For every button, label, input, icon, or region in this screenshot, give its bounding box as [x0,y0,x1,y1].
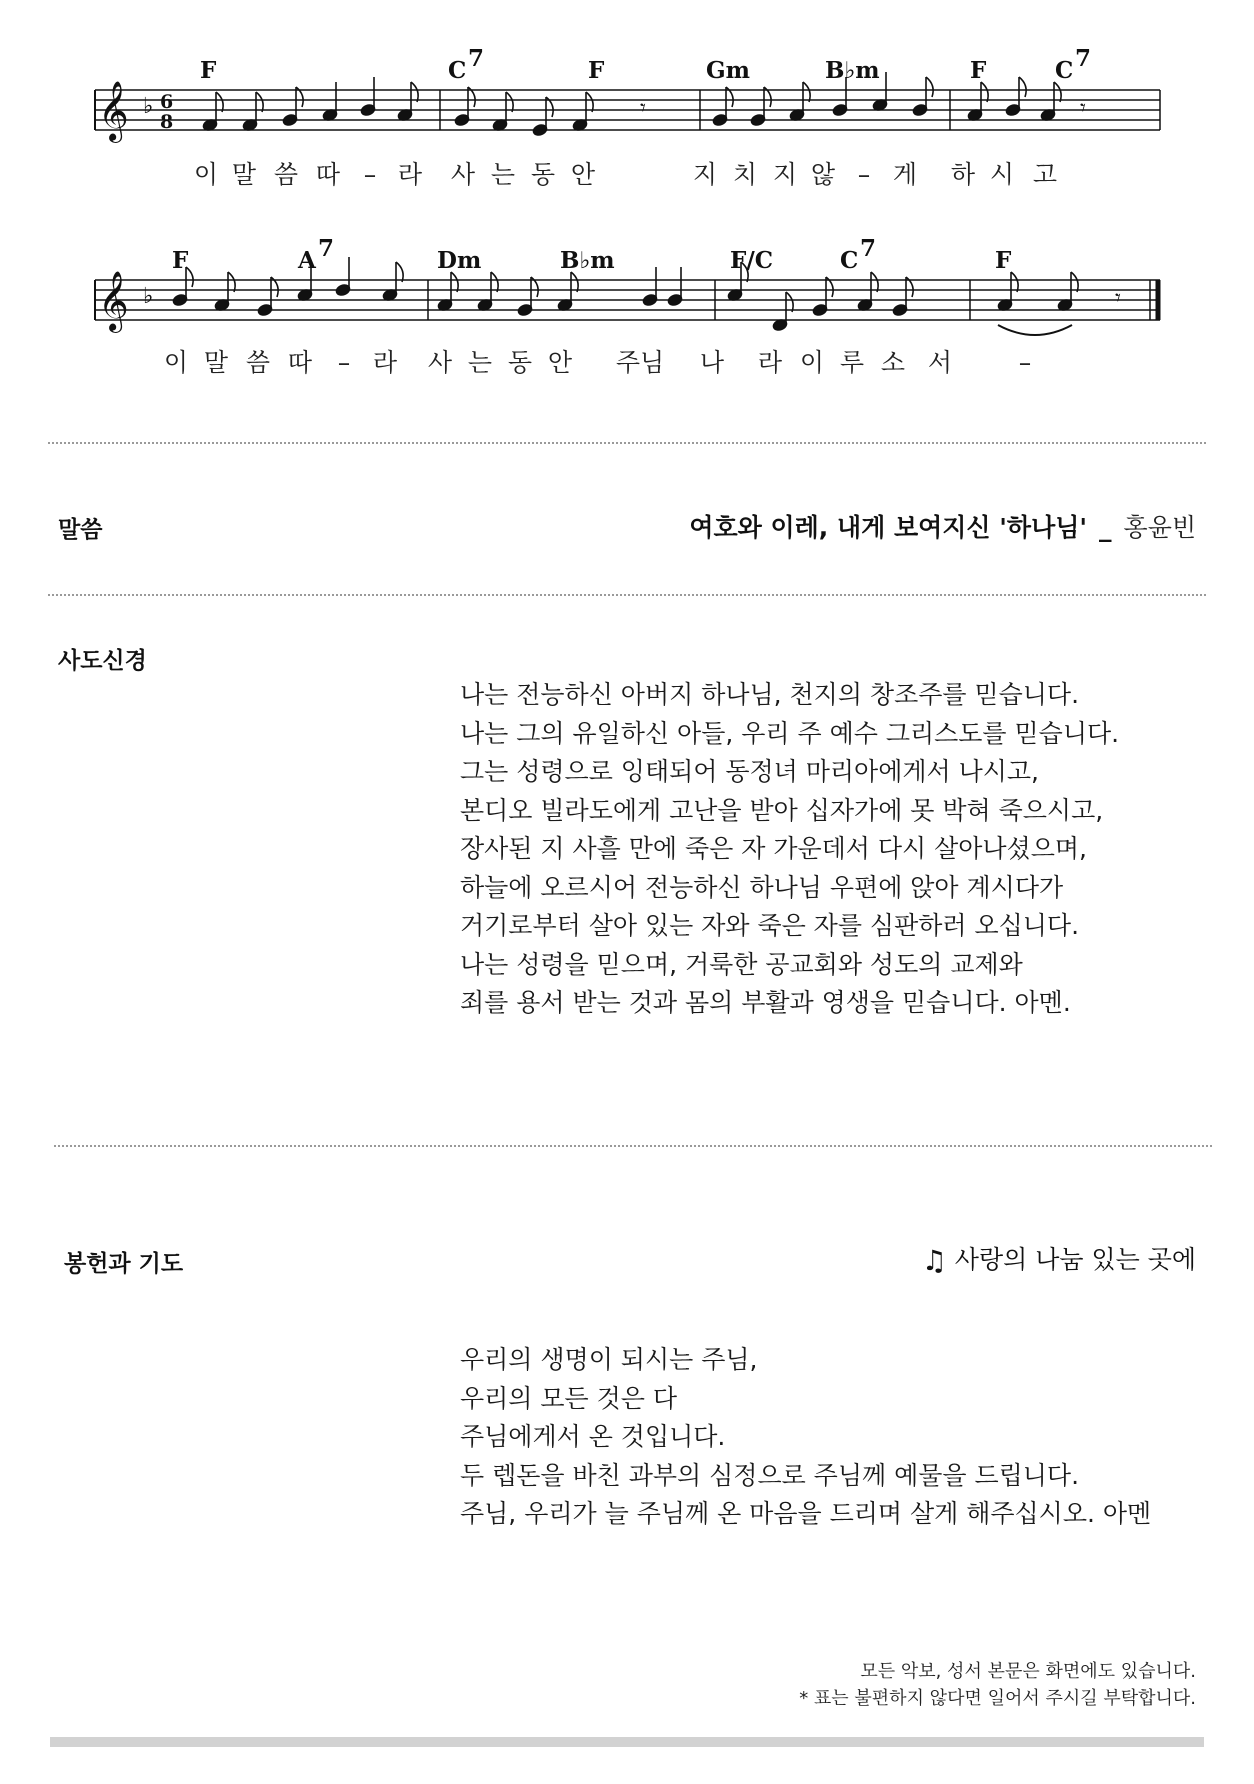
offering-song [922,1240,1196,1277]
sheet-music [0,0,1254,420]
chord-superscript: 7 [1075,45,1092,72]
footnote-line-2: * 표는 불편하지 않다면 일어서 주시길 부탁합니다. [799,1688,1196,1709]
lyric-syllable: 시 [989,160,1015,189]
staff-1-chords [200,45,1091,84]
note-flag [256,92,263,112]
chord-symbol: F [995,247,1012,274]
prayer-line: 주님, 우리가 늘 주님께 온 마음을 드리며 살게 해주십시오. 아멘 [460,1499,1152,1528]
staff-2-lyrics [164,348,1031,377]
lyric-syllable: 루 [839,348,865,377]
sermon-title: 여호와 이레, 내게 보여지신 '하나님' [689,513,1088,542]
lyric-syllable: – [337,348,351,377]
note-flag [571,272,578,292]
tie-arc [998,325,1072,335]
prayer-line: 두 렙돈을 바친 과부의 심정으로 주님께 예물을 드립니다. [460,1460,1080,1490]
treble-clef-icon: 𝄞 [98,81,129,141]
note-flag [216,92,223,112]
note-flag [396,262,403,282]
creed-line: 하늘에 오르시어 전능하신 하나님 우편에 앉아 계시다가 [460,872,1064,902]
chord-symbol: F [200,57,217,84]
lyric-syllable: 는 [490,160,516,189]
offering-section-title: 봉헌과 기도 [64,1251,184,1277]
lyric-syllable: 이 [193,160,219,189]
creed-text [460,676,1119,1023]
lyric-syllable: 서 [927,348,953,377]
music-note-icon: ♫ [921,1244,947,1277]
note-flag [803,82,810,102]
flat-key-signature: ♭ [143,94,154,119]
prayer-line: 우리의 모든 것은 다 [460,1383,678,1413]
time-signature-top: 6 [160,91,174,113]
lyric-syllable: – [1018,348,1032,377]
note-flag [506,92,513,112]
chord-symbol: C [840,247,859,274]
note-flag [786,292,793,312]
note-flag [411,82,418,102]
flat-key-signature: ♭ [143,284,154,309]
chord-symbol: C [1055,57,1074,84]
creed-line: 본디오 빌라도에게 고난을 받아 십자가에 못 박혀 죽으시고, [460,795,1104,825]
lyric-syllable: 게 [892,160,918,189]
lyric-syllable: 동 [507,348,533,377]
footnote-line-1: 모든 악보, 성서 본문은 화면에도 있습니다. [860,1661,1196,1682]
note-flag [228,272,235,292]
footnote [799,1658,1196,1712]
treble-clef-icon: 𝄞 [98,271,129,331]
section-divider [48,594,1206,596]
prayer-line: 주님에게서 온 것입니다. [460,1422,726,1451]
lyric-syllable: 안 [570,160,596,189]
lyric-syllable: 치 [732,160,758,189]
chord-superscript: 7 [860,235,877,262]
lyric-syllable: 지 [772,160,798,189]
separator: _ [1099,513,1112,542]
lyric-syllable: 사 [450,160,476,189]
note-flag [1071,272,1078,292]
rest-symbol: 𝄾 [1080,96,1086,121]
creed-line: 거기로부터 살아 있는 자와 죽은 자를 심판하러 오십니다. [460,911,1080,940]
lyric-syllable: – [363,160,377,189]
creed-line: 나는 그의 유일하신 아들, 우리 주 예수 그리스도를 믿습니다. [460,718,1120,748]
note-flag [1011,272,1018,292]
lyric-syllable: 말 [203,348,229,377]
chord-superscript: 7 [318,235,335,262]
staff-1 [95,45,1160,189]
lyric-syllable: 따 [287,348,313,377]
lyric-syllable: 사 [427,348,453,377]
lyric-syllable: 라 [397,160,423,189]
chord-symbol: B♭m [825,57,880,84]
preacher-name: 홍윤빈 [1123,513,1196,542]
lyric-syllable: 동 [530,160,556,189]
staff-1-notes [202,72,1061,137]
staff-2 [95,235,1160,377]
section-divider [54,1145,1212,1147]
rest-symbol: 𝄾 [640,96,646,121]
lyric-syllable: 는 [467,348,493,377]
lyric-syllable: 이 [799,348,825,377]
offering-song-title: 사랑의 나눔 있는 곳에 [954,1245,1196,1274]
note-flag [871,272,878,292]
chord-symbol: F [172,247,189,274]
bottom-bar [50,1737,1204,1747]
chord-symbol: Gm [706,57,750,84]
creed-line: 장사된 지 사흘 만에 죽은 자 가운데서 다시 살아나셨으며, [460,834,1087,863]
lyric-syllable: 않 [810,160,836,189]
lyric-syllable: 이 [163,348,189,377]
note-flag [926,77,933,97]
lyric-syllable: 지 [692,160,718,189]
sermon-info [689,508,1196,544]
staff-1-lyrics [194,160,1057,189]
sermon-section-title: 말씀 [58,517,103,543]
lyric-syllable: 고 [1032,160,1058,189]
lyric-syllable: 소 [880,348,906,377]
lyric-syllable: 라 [757,348,783,377]
lyric-syllable: 말 [231,160,257,189]
chord-symbol: F [970,57,987,84]
lyric-syllable: 씀 [245,348,271,377]
creed-line: 나는 전능하신 아버지 하나님, 천지의 창조주를 믿습니다. [460,680,1080,709]
prayer-line: 우리의 생명이 되시는 주님, [460,1345,758,1374]
section-divider [48,442,1206,444]
chord-symbol: C [448,57,467,84]
time-signature-bottom: 8 [160,111,174,133]
note-flag [451,272,458,292]
lyric-syllable: 하 [950,160,976,189]
offering-prayer-text [460,1341,1151,1534]
creed-line: 죄를 용서 받는 것과 몸의 부활과 영생을 믿습니다. 아멘. [460,988,1071,1017]
creed-section-title: 사도신경 [58,648,147,674]
note-flag [1054,82,1061,102]
chord-symbol: F [588,57,605,84]
lyric-syllable: 따 [315,160,341,189]
lyric-syllable: 라 [372,348,398,377]
lyric-syllable: 씀 [273,160,299,189]
note-flag [981,82,988,102]
chord-symbol: A [298,247,316,274]
chord-symbol: Dm [437,247,482,274]
chord-superscript: 7 [468,45,485,72]
chord-symbol: F/C [730,247,774,274]
creed-line: 그는 성령으로 잉태되어 동정녀 마리아에게서 나시고, [460,757,1039,786]
note-flag [1019,77,1026,97]
rest-symbol: 𝄾 [1115,286,1121,311]
lyric-syllable: 주님 [615,348,665,377]
creed-line: 나는 성령을 믿으며, 거룩한 공교회와 성도의 교제와 [460,949,1023,979]
chord-symbol: B♭m [560,247,615,274]
lyric-syllable: 나 [699,348,725,377]
staff-2-chords [172,235,1012,274]
lyric-syllable: 안 [547,348,573,377]
note-flag [491,272,498,292]
lyric-syllable: – [857,160,871,189]
note-flag [586,92,593,112]
